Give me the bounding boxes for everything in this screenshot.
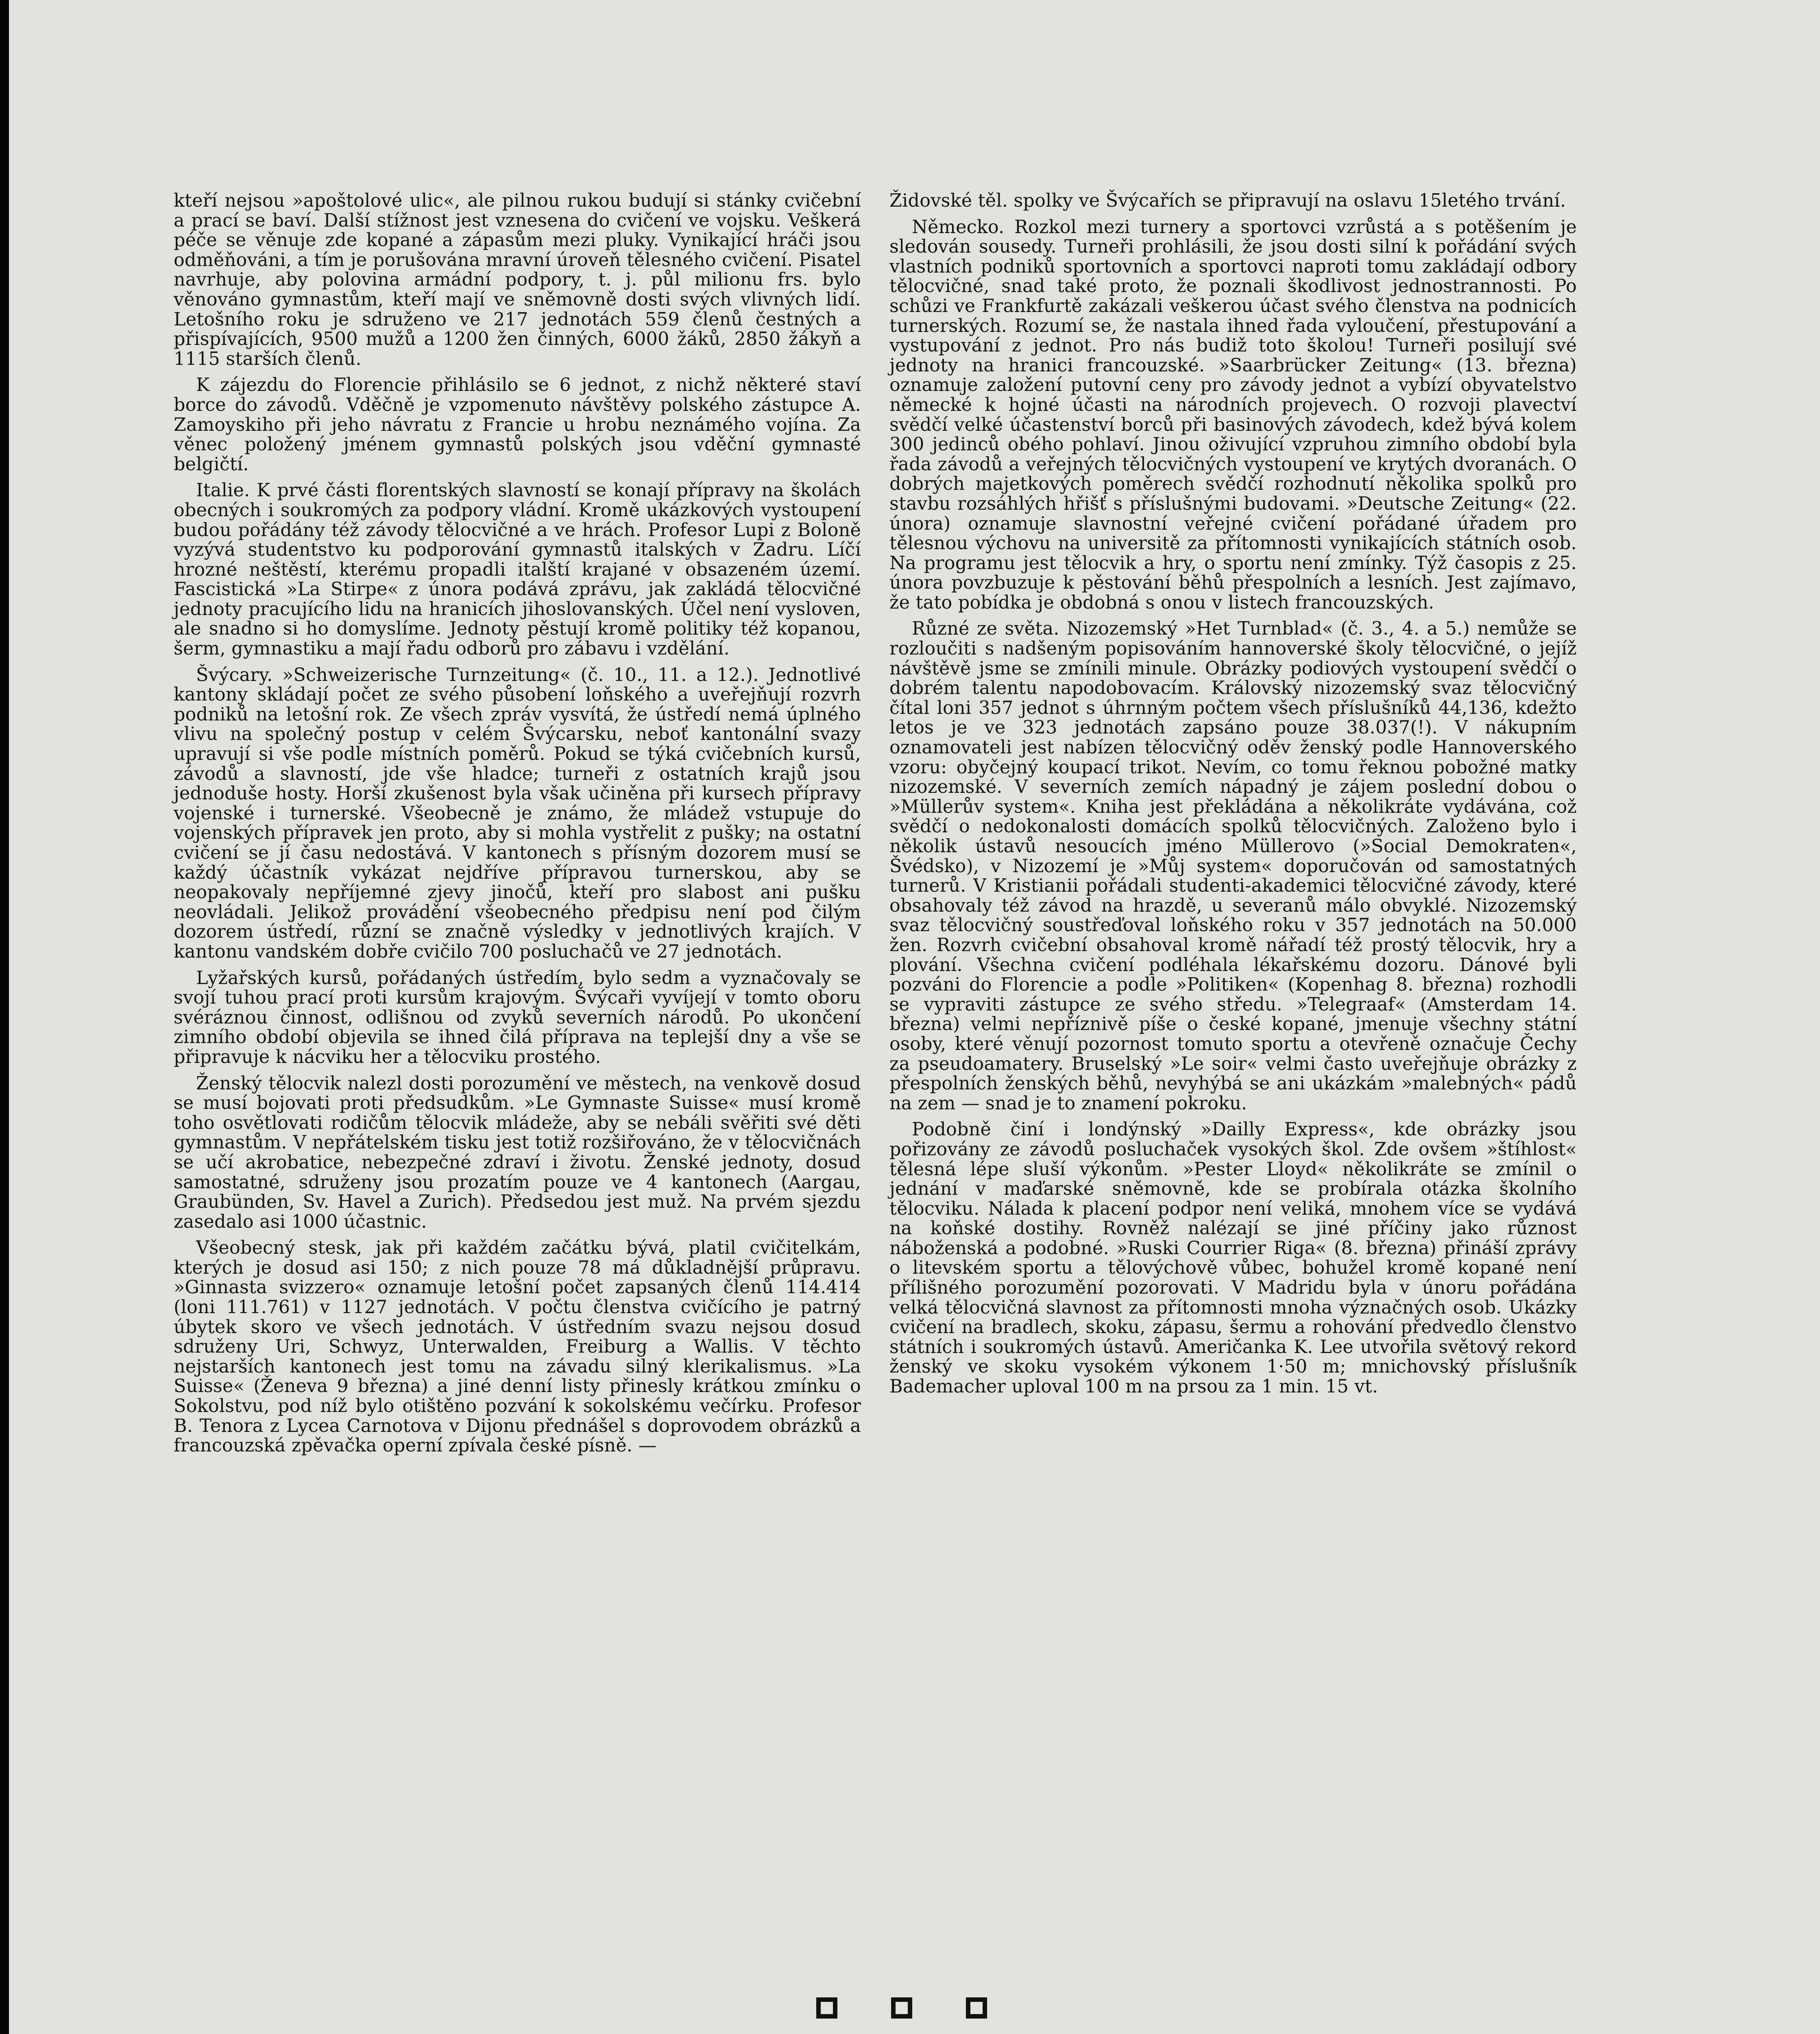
left-column — [174, 191, 861, 1462]
square-ornament-icon — [816, 1997, 837, 2019]
paragraph-nemecko: Německo. Rozkol mezi turnery a sportovci vzrůstá a s potěšením je sledován sousedy. Turneři prohlásili, že jsou dosti silní k pořádání svých vlastních podniků sportovních a sportovci naproti tomu zakládají odbory tělocvičné, snad také proto, že poznali škodlivost jednostrannosti. Po schůzi ve Frankfurtě zakázali veškerou účast svého členstva na podnicích turnerských. Rozumí se, že nastala ihned řada vyloučení, přestupování a vystupování z jednot. Pro nás budiž toto školou! Turneři posilují své jednoty na hranici francouzské. »Saarbrücker Zeitung« (13. března) oznamuje založení putovní ceny pro závody jednot a vybízí obyvatelstvo německé k hojné účasti na národních projevech. O rozvoji plavectví svědčí velké účastenství borců při basinových závodech, kdež bývá kolem 300 jedinců obého pohlaví. Jinou oživující vzpruhou zimního období byla řada závodů a veřejných tělocvičných vystoupení ve krytých dvoranách. O dobrých majetkových poměrech svědčí rozhodnutí několika spolků pro stavbu rozsáhlých hřišť s příslušnými budovami. »Deutsche Zeitung« (22. února) oznamuje slavnostní veřejné cvičení pořádané úřadem pro tělesnou výchovu na universitě za přítomnosti vynikajících státních osob. Na programu jest tělocvik a hry, o sportu není zmínky. Týž časopis z 25. února povzbuzuje k pěstování běhů přespolních a lesních. Jest zajímavo, že tato pobídka je obdobná s onou v listech francouzských. — [889, 216, 1577, 613]
section-divider — [816, 1997, 987, 2019]
right-column — [889, 191, 1577, 1403]
paragraph-italie: Italie. K prvé části florentských slavností se konají přípravy na školách obecných i soukromých za podpory vládní. Kromě ukázkových vystoupení budou pořádány též závody tělocvičné a ve hrách. Profesor Lupi z Boloně vyzývá studentstvo ku podporování gymnastů italských v Zadru. Líčí hrozné neštěstí, kterému propadli italští krajané v obsazeném území. Fascistická »La Stirpe« z února podává zprávu, jak zakládá tělocvičné jednoty pracujícího lidu na hranicích jihoslovanských. Účel není vysloven, ale snadno si ho domyslíme. Jednoty pěstují kromě politiky též kopanou, šerm, gymnastiku a mají řadu odborů pro zábavu i vzdělání. — [174, 480, 861, 659]
paragraph: K zájezdu do Florencie přihlásilo se 6 jednot, z nichž některé staví borce do závodů. Vděčně je vzpomenuto návštěvy polského zástupce A. Zamoyskiho při jeho návratu z Francie u hrobu neznámého vojína. Za věnec položený jménem gymnastů polských jsou vděční gymnasté belgičtí. — [174, 375, 861, 475]
paragraph: Ženský tělocvik nalezl dosti porozumění ve městech, na venkově dosud se musí bojovati proti předsudkům. »Le Gymnaste Suisse« musí kromě toho osvětlovati rodičům tělocvik mládeže, aby se nebáli svěřiti své děti gymnastům. V nepřátelském tisku jest totiž rozšiřováno, že v tělocvičnách se učí akrobatice, nebezpečné zdraví i životu. Ženské jednoty, dosud samostatné, sdruženy jsou prozatím pouze ve 4 kantonech (Aargau, Graubünden, Sv. Havel a Zurich). Předsedou jest muž. Na prvém sjezdu zasedalo asi 1000 účastnic. — [174, 1073, 861, 1232]
paragraph: kteří nejsou »apoštolové ulic«, ale pilnou rukou budují si stánky cvičební a prací se baví. Další stížnost jest vznesena do cvičení ve vojsku. Veškerá péče se věnuje zde kopané a zápasům mezi pluky. Vynikající hráči jsou odměňováni, a tím je porušována mravní úroveň tělesného cvičení. Pisatel navrhuje, aby polovina armádní podpory, t. j. půl milionu frs. bylo věnováno gymnastům, kteří mají ve sněmovně dosti svých vlivných lidí. Letošního roku je sdruženo ve 217 jednotách 559 členů čestných a přispívajících, 9500 mužů a 1200 žen činných, 6000 žáků, 2850 žákyň a 1115 starších členů. — [174, 190, 861, 369]
paragraph: Podobně činí i londýnský »Dailly Express«, kde obrázky jsou pořizovány ze závodů posluchaček vysokých škol. Zde ovšem »štíhlost« tělesná lépe sluší výkonům. »Pester Lloyd« několikráte se zmínil o jednání v maďarské sněmovně, kde se probírala otázka školního tělocviku. Nálada k placení podpor není veliká, mnohem více se vydává na koňské dostihy. Rovněž nalézají se jiné příčiny jako různost náboženská a podobné. »Ruski Courrier Riga« (8. března) přináší zprávy o litevském sportu a tělovýchově vůbec, bohužel kromě kopané není přílišného porozumění pozorovati. V Madridu byla v únoru pořádána velká tělocvičná slavnost za přítomnosti mnoha význačných osob. Ukázky cvičení na bradlech, skoku, zápasu, šermu a rohování předvedlo členstvo státních i soukromých ústavů. Američanka K. Lee utvořila světový rekord ženský ve skoku vysokém výkonem 1·50 m; mnichovský příslušník Bademacher uploval 100 m na prsou za 1 min. 15 vt. — [889, 1119, 1577, 1397]
paragraph: Všeobecný stesk, jak při každém začátku bývá, platil cvičitelkám, kterých je dosud asi 150; z nich pouze 78 má důkladnější průpravu. »Ginnasta svizzero« oznamuje letošní počet zapsaných členů 114.414 (loni 111.761) v 1127 jednotách. V počtu členstva cvičícího je patrný úbytek skoro ve všech jednotách. V ústředním svazu nejsou dosud sdruženy Uri, Schwyz, Unterwalden, Freiburg a Wallis. V těchto nejstarších kantonech jest tomu na závadu silný klerikalismus. »La Suisse« (Ženeva 9 března) a jiné denní listy přinesly krátkou zmínku o Sokolstvu, pod níž bylo otištěno pozvání k sokolskému večírku. Profesor B. Tenora z Lycea Carnotova v Dijonu přednášel s doprovodem obrázků a francouzská zpěvačka operní zpívala české písně. — — [174, 1237, 861, 1456]
paragraph: Židovské těl. spolky ve Švýcařích se připravují na oslavu 15letého trvání. — [889, 190, 1566, 211]
paragraph-ruzne-ze-sveta: Různé ze světa. Nizozemský »Het Turnblad« (č. 3., 4. a 5.) nemůže se rozloučiti s nadšeným popisováním hannoverské školy tělocvičné, o jejíž návštěvě jsme se zmínili minule. Obrázky podiových vystoupení svědčí o dobrém talentu napodobovacím. Královský nizozemský svaz tělocvičný čítal loni 357 jednot s úhrnným počtem všech příslušníků 44,136, kdežto letos je ve 323 jednotách zapsáno pouze 38.037(!). V nákupním oznamovateli jest nabízen tělocvičný oděv ženský podle Hannoverského vzoru: obyčejný koupací trikot. Nevím, co tomu řeknou pobožné matky nizozemské. V severních zemích nápadný je zájem poslední dobou o »Müllerův system«. Kniha jest překládána a několikráte vydávána, což svědčí o nedokonalosti domácích spolků tělocvičných. Založeno bylo i několik ústavů nesoucích jméno Müllerovo (»Social Demokraten«, Švédsko), v Nizozemí je »Můj system« doporučován od samostatných turnerů. V Kristianii pořádali studenti-akademici tělocvičné závody, které obsahovaly též závod na hrazdě, u severanů málo obvyklé. Nizozemský svaz tělocvičný soustřeďoval loňského roku v 357 jednotách na 50.000 žen. Rozvrh cvičební obsahoval kromě nářadí též prostý tělocvik, hry a plování. Všechna cvičení podléhala lékařskému dozoru. Dánové byli pozváni do Florencie a podle »Politiken« (Kopenhag 8. března) rozhodli se vypraviti zástupce ze svého středu. »Telegraaf« (Amsterdam 14. března) velmi nepříznivě píše o české kopané, jmenuje všechny státní osoby, které věnují pozornost tomuto sportu a otevřeně označuje Čechy za pseudoamatery. Bruselský »Le soir« velmi často uveřejňuje obrázky z přespolních ženských běhů, nevyhýbá se ani ukázkám »malebných« pádů na zem — snad je to znamení pokroku. — [889, 618, 1577, 1114]
square-ornament-icon — [891, 1997, 912, 2019]
paragraph: Lyžařských kursů, pořádaných ústředím, bylo sedm a vyznačovaly se svojí tuhou prací proti kursům krajovým. Švýcaři vyvíjejí v tomto oboru svéráznou činnost, odlišnou od zvyků severních národů. Po ukončení zimního období objevila se ihned čilá příprava na teplejší dny a vše se připravuje k nácviku her a tělocviku prostého. — [174, 967, 861, 1067]
square-ornament-icon — [966, 1997, 987, 2019]
paragraph-svycary: Švýcary. »Schweizerische Turnzeitung« (č. 10., 11. a 12.). Jednotlivé kantony skládají počet ze svého působení loňského a uveřejňují rozvrh podniků na letošní rok. Ze všech zpráv vysvítá, že ústředí nemá úplného vlivu na společný postup v celém Švýcarsku, neboť kantonální svazy upravují si vše podle místních poměrů. Pokud se týká cvičebních kursů, závodů a slavností, jde vše hladce; turneři z ostatních krajů jsou jednoduše hosty. Horší zkušenost byla však učiněna při kursech přípravy vojenské i turnerské. Všeobecně je známo, že mládež vstupuje do vojenských přípravek jen proto, aby si mohla vystřelit z pušky; na ostatní cvičení se jí času nedostává. V kantonech s přísným dozorem musí se každý účastník vykázat nejdříve přípravou turnerskou, aby se neopakovaly nepříjemné zjevy jinočů, kteří pro slabost ani pušku neovládali. Jelikož provádění všeobecného předpisu není pod čilým dozorem ústředí, různí se značně výsledky v jednotlivých krajích. V kantonu vandském dobře cvičilo 700 posluchačů ve 27 jednotách. — [174, 664, 861, 962]
